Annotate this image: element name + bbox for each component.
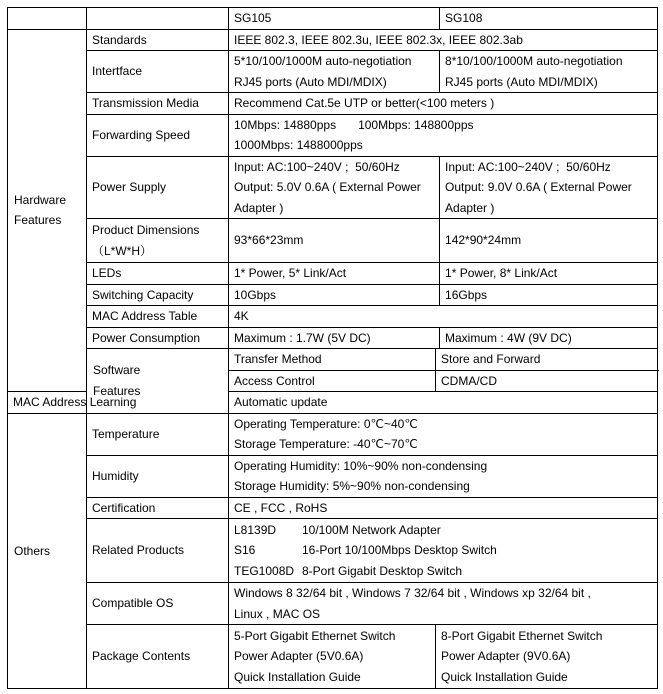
package-contents-sg108: 8-Port Gigabit Ethernet Switch Power Adapter (9V0.6A) Quick Installation Guide — [436, 625, 658, 689]
related-products-value: L8139D 10/100M Network Adapter S16 16-Port 10/100Mbps Desktop Switch TEG1008D 8-Port Gigabit Desktop Switch — [229, 519, 658, 583]
switching-sg108: 16Gbps — [440, 284, 658, 306]
package-contents-sg105: 5-Port Gigabit Ethernet Switch Power Adapter (5V0.6A) Quick Installation Guide — [229, 625, 436, 689]
section-software-features: Software Features — [87, 349, 229, 414]
interface-sg108: 8*10/100/1000M auto-negotiation RJ45 ports (Auto MDI/MDIX) — [440, 51, 658, 93]
access-control-value: CDMA/CD — [436, 370, 658, 392]
table-row — [8, 455, 658, 497]
switching-sg105: 10Gbps — [229, 284, 440, 306]
table-row — [8, 327, 658, 349]
row-label-transmission-media: Transmission Media — [87, 93, 229, 115]
row-label-product-dimensions: Product Dimensions （L*W*H） — [87, 219, 229, 263]
table-row — [8, 93, 658, 115]
table-row — [8, 306, 658, 328]
leds-sg108: 1* Power, 8* Link/Act — [440, 263, 658, 285]
transmission-media-value: Recommend Cat.5e UTP or better(<100 meters ) — [229, 93, 658, 115]
table-row — [8, 413, 658, 455]
power-supply-sg105: Input: AC:100~240V ; 50/60Hz Output: 5.0V 0.6A ( External Power Adapter ) — [229, 156, 440, 219]
header-label-cell — [87, 8, 229, 30]
row-label-power-consumption: Power Consumption — [87, 327, 229, 349]
row-label-mac-address-table: MAC Address Table — [87, 306, 229, 328]
interface-sg105: 5*10/100/1000M auto-negotiation RJ45 ports (Auto MDI/MDIX) — [229, 51, 440, 93]
section-hardware-features: Hardware Features — [8, 29, 87, 392]
section-others: Others — [8, 413, 87, 689]
row-label-leds: LEDs — [87, 263, 229, 285]
table-row — [8, 29, 658, 51]
row-label-switching-capacity: Switching Capacity — [87, 284, 229, 306]
temperature-value: Operating Temperature: 0℃~40℃ Storage Temperature: -40℃~70℃ — [229, 413, 658, 455]
table-row — [8, 51, 658, 93]
row-label-compatible-os: Compatible OS — [87, 583, 229, 625]
mac-address-learning-value: Automatic update — [229, 392, 658, 414]
dimensions-sg108: 142*90*24mm — [440, 219, 658, 263]
row-label-transfer-method: Transfer Method — [229, 349, 436, 371]
table-row — [8, 497, 658, 519]
row-label-standards: Standards — [87, 29, 229, 51]
certification-value: CE , FCC , RoHS — [229, 497, 658, 519]
row-label-access-control: Access Control — [229, 370, 436, 392]
row-label-certification: Certification — [87, 497, 229, 519]
row-label-humidity: Humidity — [87, 455, 229, 497]
table-row — [8, 625, 658, 689]
table-row — [8, 284, 658, 306]
header-row — [8, 8, 658, 30]
compatible-os-value: Windows 8 32/64 bit , Windows 7 32/64 bit , Windows xp 32/64 bit , Linux , MAC OS — [229, 583, 658, 625]
row-label-package-contents: Package Contents — [87, 625, 229, 689]
power-supply-sg108: Input: AC:100~240V ; 50/60Hz Output: 9.0V 0.6A ( External Power Adapter ) — [440, 156, 658, 219]
table-row — [8, 583, 658, 625]
header-model-sg108: SG108 — [440, 8, 658, 30]
spec-sheet — [7, 7, 658, 689]
power-consumption-sg108: Maximum : 4W (9V DC) — [440, 327, 658, 349]
power-consumption-sg105: Maximum : 1.7W (5V DC) — [229, 327, 440, 349]
header-model-sg105: SG105 — [229, 8, 440, 30]
forwarding-speed-value: 10Mbps: 14880pps 100Mbps: 148800pps 1000Mbps: 1488000pps — [229, 114, 658, 156]
row-label-power-supply: Power Supply — [87, 156, 229, 219]
table-row — [8, 349, 658, 371]
header-corner-cell — [8, 8, 87, 30]
leds-sg105: 1* Power, 5* Link/Act — [229, 263, 440, 285]
table-row — [8, 263, 658, 285]
table-row — [8, 519, 658, 583]
table-row — [8, 156, 658, 219]
table-row — [8, 114, 658, 156]
row-label-interface: Intertface — [87, 51, 229, 93]
table-row — [8, 219, 658, 263]
standards-value: IEEE 802.3, IEEE 802.3u, IEEE 802.3x, IEEE 802.3ab — [229, 29, 658, 51]
row-label-forwarding-speed: Forwarding Speed — [87, 114, 229, 156]
row-label-temperature: Temperature — [87, 413, 229, 455]
humidity-value: Operating Humidity: 10%~90% non-condensing Storage Humidity: 5%~90% non-condensing — [229, 455, 658, 497]
spec-table — [7, 7, 658, 689]
dimensions-sg105: 93*66*23mm — [229, 219, 440, 263]
row-label-mac-address-learning: MAC Address Learning — [8, 392, 87, 414]
row-label-related-products: Related Products — [87, 519, 229, 583]
transfer-method-value: Store and Forward — [436, 349, 658, 371]
mac-address-table-value: 4K — [229, 306, 658, 328]
